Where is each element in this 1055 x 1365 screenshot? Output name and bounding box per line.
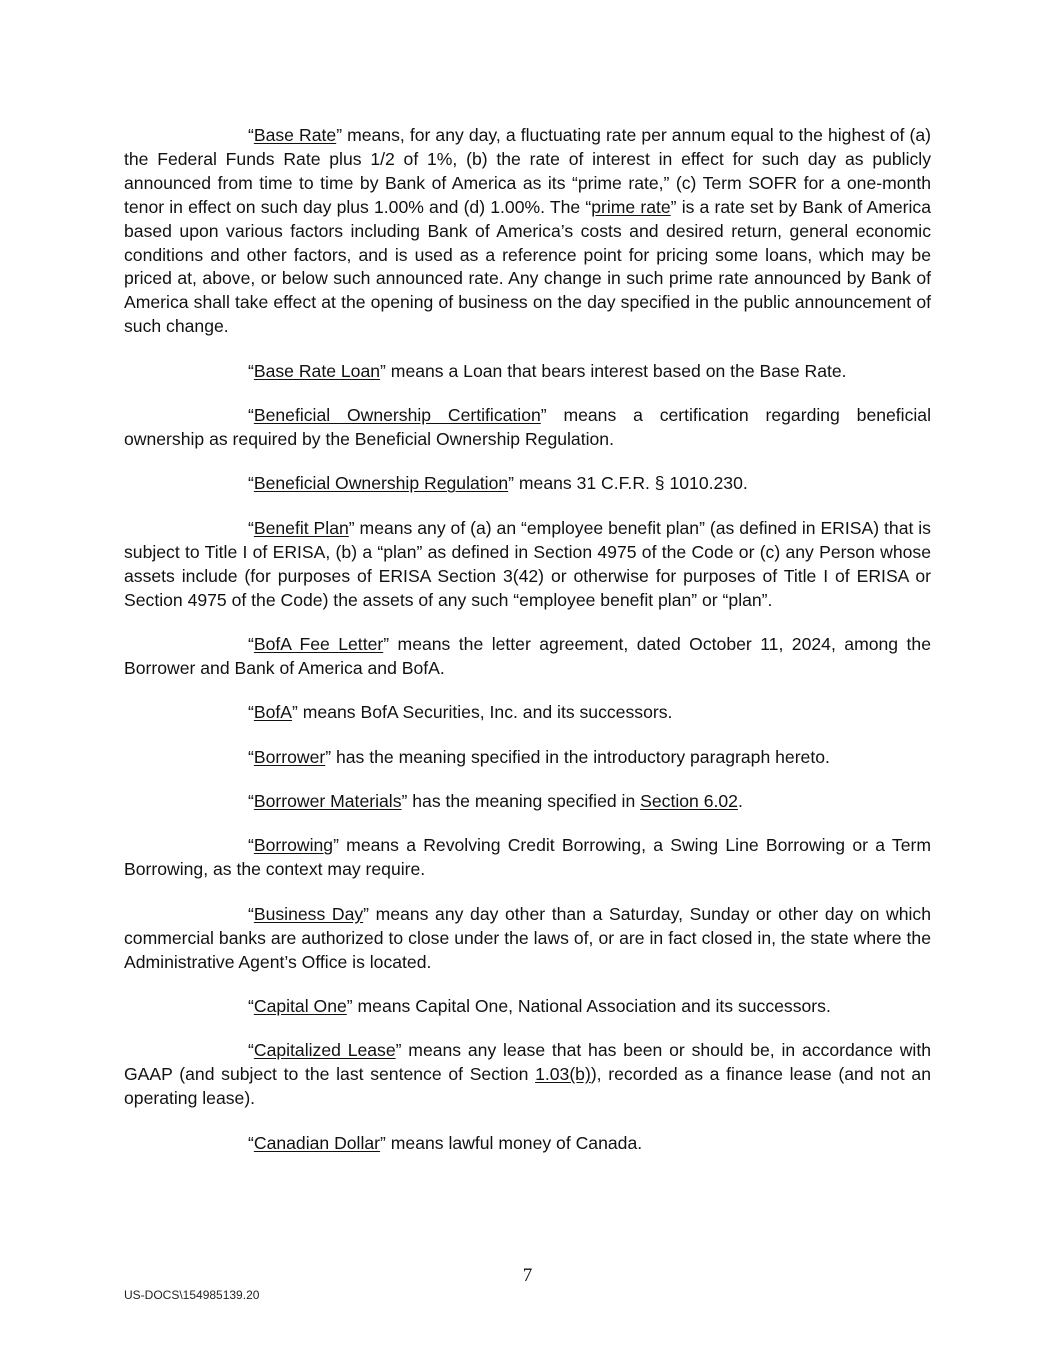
document-id: US-DOCS\154985139.20 xyxy=(124,1288,260,1302)
definition-text: ” means any of (a) an “employee benefit plan” (as defined in ERISA) that is subject to Title I of ERISA, (b) a “plan” as defined in Section 4975 of the Code or (c) any Person whose assets include (for purposes of ERISA Section 3(42) or otherwise for purposes of Title I of ERISA or Section 4975 of the Code) the assets of any such “employee benefit plan” or “plan”. xyxy=(124,517,931,610)
definition-text: ” means, for any day, a fluctuating rate per annum equal to the highest of (a) the Federal Funds Rate plus 1/2 of 1%, (b) the rate of interest in effect for such day as publicly announced from time to time by Bank of America as its “prime rate,” (c) Term SOFR for a one-month tenor in effect on such day plus 1.00% and (d) 1.00%. The “ xyxy=(124,125,931,217)
definition-text: ” has the meaning specified in xyxy=(401,791,641,812)
defined-term: Business Day xyxy=(253,903,364,924)
definition-beneficial-ownership-regulation xyxy=(124,472,931,496)
definition-bofa-fee-letter xyxy=(124,633,931,681)
open-quote: “ xyxy=(248,405,254,426)
open-quote: “ xyxy=(248,746,254,767)
definition-text: ” means 31 C.F.R. § 1010.230. xyxy=(508,473,748,494)
definition-text: ” means Capital One, National Association and its successors. xyxy=(346,995,831,1016)
definition-text: ” means any lease that has been or should be, in accordance with GAAP (and subject to the last sentence of Section xyxy=(124,1040,931,1085)
defined-term: Capital One xyxy=(253,995,347,1016)
defined-term: BofA xyxy=(253,702,293,723)
open-quote: “ xyxy=(248,702,254,723)
defined-term-prime-rate: prime rate xyxy=(591,196,671,217)
open-quote: “ xyxy=(248,835,254,856)
definition-text: ” means lawful money of Canada. xyxy=(380,1132,643,1153)
defined-term: Beneficial Ownership Regulation xyxy=(253,473,509,494)
defined-term: Benefit Plan xyxy=(253,517,349,538)
open-quote: “ xyxy=(248,1132,254,1153)
open-quote: “ xyxy=(248,360,254,381)
defined-term: Borrower xyxy=(253,746,326,767)
definition-base-rate-loan xyxy=(124,360,931,384)
page-number: 7 xyxy=(522,1265,533,1286)
definition-canadian-dollar xyxy=(124,1132,931,1156)
defined-term: Canadian Dollar xyxy=(253,1132,381,1153)
definition-text: ” means the letter agreement, dated October 11, 2024, among the Borrower and Bank of America and BofA. xyxy=(124,633,931,678)
open-quote: “ xyxy=(248,473,254,494)
open-quote: “ xyxy=(248,633,254,654)
definition-text: ” has the meaning specified in the introductory paragraph hereto. xyxy=(325,746,830,767)
definition-base-rate xyxy=(124,124,931,339)
definition-text: ” means a Revolving Credit Borrowing, a Swing Line Borrowing or a Term Borrowing, as the context may require. xyxy=(124,835,931,880)
defined-term: Capitalized Lease xyxy=(253,1040,396,1061)
definition-business-day xyxy=(124,903,931,975)
definition-bofa xyxy=(124,701,931,725)
definition-text-continued: . xyxy=(737,791,743,812)
definition-text: ” means any day other than a Saturday, Sunday or other day on which commercial banks are authorized to close under the laws of, or are in fact closed in, the state where the Administrative Agent’s Office is located. xyxy=(124,903,931,972)
definition-capital-one xyxy=(124,995,931,1019)
definition-benefit-plan xyxy=(124,517,931,613)
defined-term: Borrower Materials xyxy=(253,791,402,812)
definition-text: ” means a Loan that bears interest based on the Base Rate. xyxy=(380,360,847,381)
definition-borrower-materials xyxy=(124,790,931,814)
definition-beneficial-ownership-certification xyxy=(124,404,931,452)
defined-term: BofA Fee Letter xyxy=(253,633,384,654)
defined-term: Beneficial Ownership Certification xyxy=(253,405,541,426)
definition-capitalized-lease xyxy=(124,1039,931,1111)
open-quote: “ xyxy=(248,995,254,1016)
section-reference: Section 6.02 xyxy=(640,791,738,812)
defined-term: Borrowing xyxy=(253,835,334,856)
section-reference: 1.03(b) xyxy=(535,1064,591,1085)
definition-borrowing xyxy=(124,834,931,882)
definition-text-continued: ” is a rate set by Bank of America based upon various factors including Bank of America’s costs and desired return, general economic conditions and other factors, and is used as a reference point for pricing some loans, which may be priced at, above, or below such announced rate. Any change in such prime rate announced by Bank of America shall take effect at the opening of business on the day specified in the public announcement of such change. xyxy=(124,196,932,337)
definition-text: ” means BofA Securities, Inc. and its successors. xyxy=(292,702,673,723)
open-quote: “ xyxy=(248,517,254,538)
definition-text: ” means a certification regarding beneficial ownership as required by the Beneficial Ownership Regulation. xyxy=(124,405,931,449)
definitions-section xyxy=(124,124,931,1176)
definition-borrower xyxy=(124,746,931,770)
definition-text-continued: ), recorded as a finance lease (and not an operating lease). xyxy=(124,1064,931,1109)
open-quote: “ xyxy=(248,903,254,924)
defined-term: Base Rate xyxy=(253,125,337,145)
open-quote: “ xyxy=(248,1040,254,1061)
open-quote: “ xyxy=(248,791,254,812)
defined-term: Base Rate Loan xyxy=(253,360,381,381)
open-quote: “ xyxy=(248,125,254,145)
